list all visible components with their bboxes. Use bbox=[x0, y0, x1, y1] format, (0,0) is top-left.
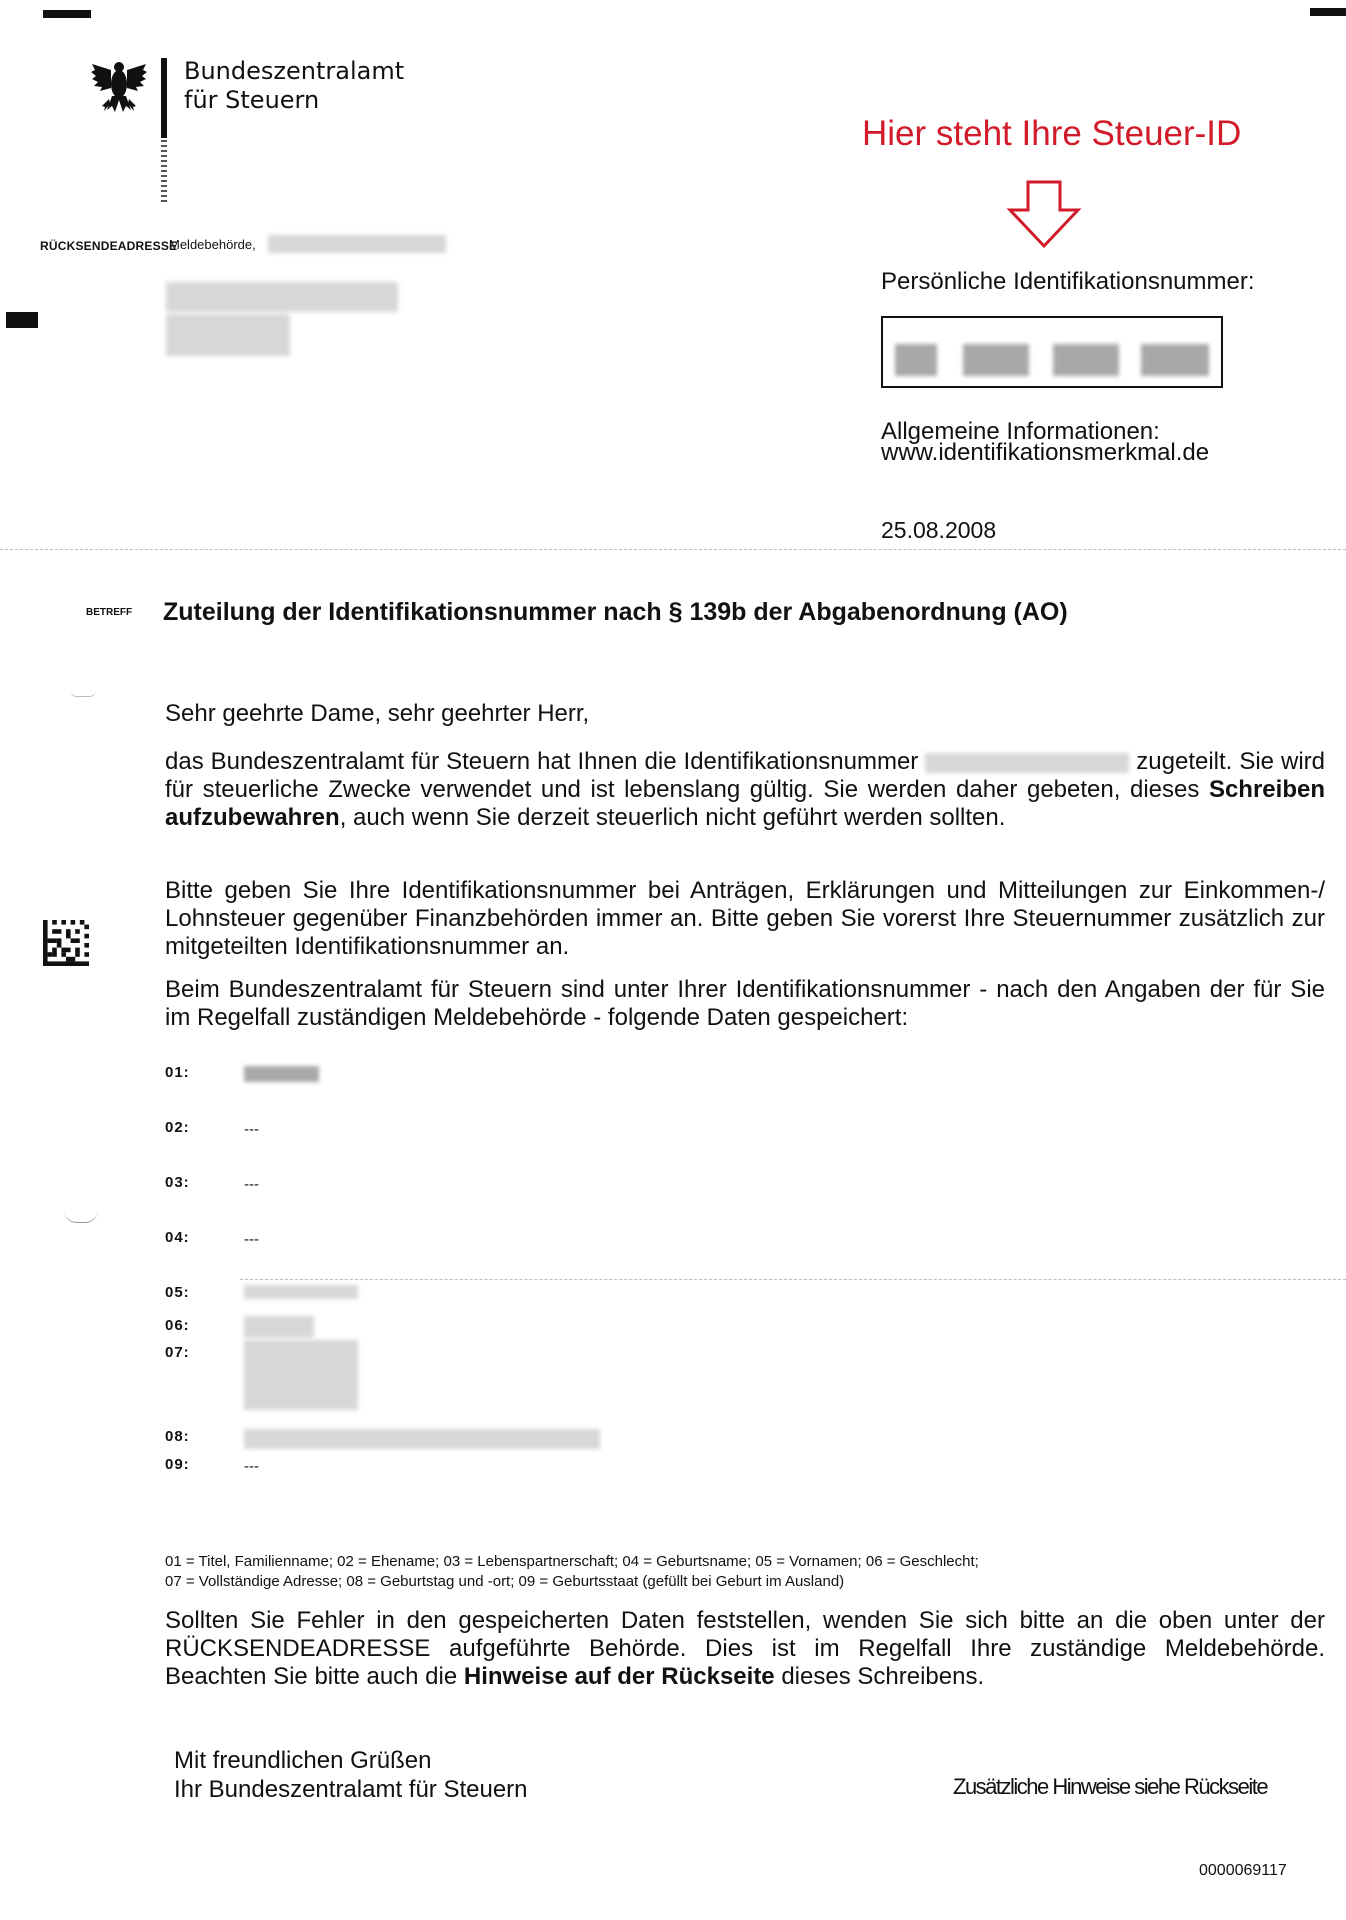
closing-greeting: Mit freundlichen Grüßen bbox=[174, 1747, 432, 1774]
field-04-label: 04: bbox=[165, 1229, 190, 1246]
subject-line: Zuteilung der Identifikationsnummer nach § 139b der Abgabenordnung (AO) bbox=[163, 598, 1068, 626]
paragraph-id-assignment-text-a: zugeteilt. Sie wird für steuerliche Zwecke verwendet und ist lebenslang gültig. Sie werden daher gebeten, dieses bbox=[165, 748, 1325, 803]
paragraph-report-errors bbox=[165, 1607, 1325, 1691]
redacted-field-08 bbox=[244, 1429, 600, 1449]
redacted-id-group-3 bbox=[1053, 344, 1119, 376]
redacted-id-inline bbox=[925, 753, 1129, 773]
document-number: 0000069117 bbox=[1199, 1862, 1287, 1879]
paragraph-report-errors-text-a: Sollten Sie Fehler in den gespeicherten Daten feststellen, wenden Sie sich bitte an die oben unter der RÜCKSENDEADRESSE aufgeführte Behörde. Dies ist im Regelfall Ihre zuständige Meldebehörde. Beachten Sie bitte auch die bbox=[165, 1607, 1325, 1690]
field-09-label: 09: bbox=[165, 1456, 190, 1473]
redacted-field-01 bbox=[244, 1066, 319, 1082]
general-info-url[interactable]: www.identifikationsmerkmal.de bbox=[881, 439, 1210, 466]
field-07-label: 07: bbox=[165, 1344, 190, 1361]
field-02-value: --- bbox=[244, 1121, 259, 1138]
federal-eagle-icon bbox=[90, 56, 148, 114]
return-address-label: RÜCKSENDEADRESSE bbox=[40, 239, 178, 253]
redacted-field-05 bbox=[244, 1285, 358, 1299]
scan-mark-2 bbox=[64, 1210, 98, 1223]
redacted-id-group-2 bbox=[963, 344, 1029, 376]
logo-divider-bar bbox=[161, 58, 167, 138]
fold-mark-left bbox=[6, 312, 38, 328]
redacted-field-06 bbox=[244, 1316, 314, 1338]
salutation: Sehr geehrte Dame, sehr geehrter Herr, bbox=[165, 700, 590, 727]
field-02-label: 02: bbox=[165, 1119, 190, 1136]
steuer-id-annotation: Hier steht Ihre Steuer-ID bbox=[862, 114, 1242, 153]
field-09-value: --- bbox=[244, 1458, 259, 1475]
field-legend-line2: 07 = Vollständige Adresse; 08 = Geburtstag und -ort; 09 = Geburtsstaat (gefüllt bei Geburt im Ausland) bbox=[165, 1573, 845, 1590]
org-name-line2: für Steuern bbox=[184, 86, 320, 114]
data-matrix-code bbox=[43, 920, 89, 966]
arrow-down-icon bbox=[1006, 180, 1082, 250]
paragraph-id-assignment bbox=[165, 748, 1325, 832]
paragraph-report-errors-text-b: dieses Schreibens. bbox=[774, 1663, 985, 1690]
logo-divider-dots bbox=[161, 140, 167, 202]
field-04-value: --- bbox=[244, 1231, 259, 1248]
paragraph-id-assignment-text-b: , auch wenn Sie derzeit steuerlich nicht geführt werden sollten. bbox=[339, 804, 1006, 831]
org-name-line1: Bundeszentralamt bbox=[184, 57, 405, 85]
id-number-label: Persönliche Identifikationsnummer: bbox=[881, 268, 1255, 295]
registration-mark-top-left bbox=[43, 10, 91, 18]
general-info-label: Allgemeine Informationen: bbox=[881, 418, 1160, 445]
header-divider bbox=[0, 549, 1346, 550]
reverse-side-hint: Zusätzliche Hinweise siehe Rückseite bbox=[953, 1774, 1268, 1799]
field-03-label: 03: bbox=[165, 1174, 190, 1191]
redacted-recipient-line2 bbox=[166, 314, 290, 356]
return-address-value: Meldebehörde, bbox=[169, 237, 256, 252]
field-legend-line1: 01 = Titel, Familienname; 02 = Ehename; 03 = Lebenspartnerschaft; 04 = Geburtsname; 05 = Vornamen; 06 = Geschlecht; bbox=[165, 1553, 979, 1570]
scan-mark-1 bbox=[70, 690, 96, 697]
field-01-label: 01: bbox=[165, 1064, 190, 1081]
id-number-box bbox=[881, 316, 1223, 388]
redacted-field-07 bbox=[244, 1340, 358, 1410]
field-06-label: 06: bbox=[165, 1317, 190, 1334]
paragraph-stored-data-intro: Beim Bundeszentralamt für Steuern sind unter Ihrer Identifikationsnummer - nach den Angaben der für Sie im Regelfall zuständigen Meldebehörde - folgende Daten gespeichert: bbox=[165, 976, 1325, 1031]
field-05-label: 05: bbox=[165, 1284, 190, 1301]
letter-date: 25.08.2008 bbox=[881, 517, 997, 543]
field-03-value: --- bbox=[244, 1176, 259, 1193]
fields-divider bbox=[240, 1279, 1346, 1280]
redacted-id-group-1 bbox=[895, 344, 937, 376]
redacted-id-group-4 bbox=[1141, 344, 1209, 376]
field-08-label: 08: bbox=[165, 1428, 190, 1445]
redacted-return-address bbox=[268, 235, 446, 253]
registration-mark-top-right bbox=[1310, 8, 1346, 16]
redacted-recipient-line1 bbox=[166, 282, 398, 312]
paragraph-id-assignment-start: das Bundeszentralamt für Steuern hat Ihnen die Identifikationsnummer bbox=[165, 748, 919, 775]
subject-label: BETREFF bbox=[86, 607, 133, 618]
paragraph-report-errors-bold: Hinweise auf der Rückseite bbox=[463, 1663, 775, 1690]
paragraph-id-assignment-bold: Schreiben aufzubewahren bbox=[165, 776, 1325, 831]
closing-sender: Ihr Bundeszentralamt für Steuern bbox=[174, 1776, 528, 1803]
paragraph-usage-instructions: Bitte geben Sie Ihre Identifikationsnummer bei Anträgen, Erklärungen und Mitteilungen zur Einkommen-/ Lohnsteuer gegenüber Finanzbehörden immer an. Bitte geben Sie vorerst Ihre Steuernummer zusätzlich zur mitgeteilten Identifikationsnummer an. bbox=[165, 877, 1325, 960]
